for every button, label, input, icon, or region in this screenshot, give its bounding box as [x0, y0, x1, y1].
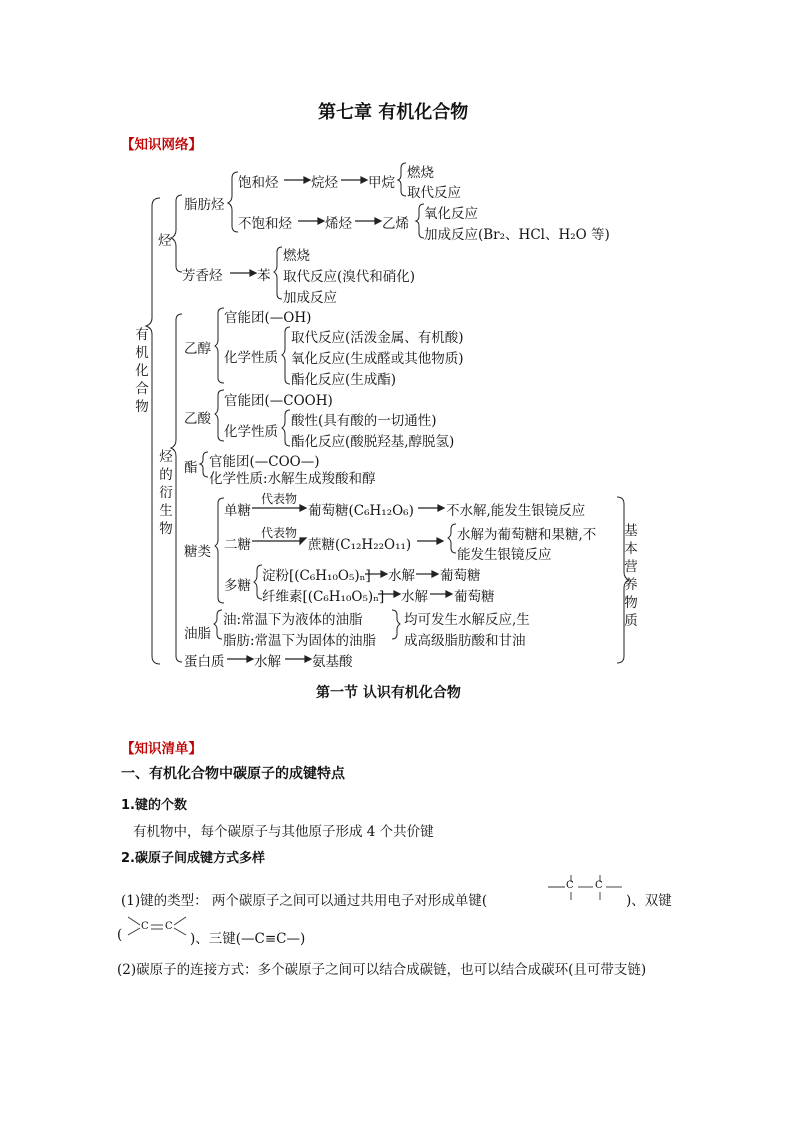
disaccharide-result: 能发生银镜反应	[457, 547, 552, 563]
aromatic-label: 芳香烃	[182, 268, 223, 284]
polysaccharide-label: 多糖	[224, 578, 251, 594]
ethanol-chem: 取代反应(活泼金属、有机酸)	[291, 330, 464, 346]
unsaturated-label: 不饱和烃	[238, 216, 292, 232]
amino-acid-label: 氨基酸	[312, 654, 353, 670]
ethylene-prop: 氧化反应	[424, 206, 478, 222]
representative-label: 代表物	[261, 526, 298, 540]
benzene-prop: 燃烧	[283, 248, 310, 264]
oil-line: 油:常温下为液体的油脂	[223, 612, 363, 628]
carbon-atom: C	[566, 880, 574, 891]
ethanol-label: 乙醇	[184, 341, 211, 357]
glucose-label: 葡萄糖	[440, 568, 481, 584]
acetic-chem-props-label: 化学性质	[224, 424, 278, 440]
heading-1: 一、有机化合物中碳原子的成键特点	[121, 766, 345, 782]
oil-fat-label: 油脂	[184, 626, 211, 642]
root-label: 有 机 化 合 物	[135, 327, 149, 415]
hydrolysis-label: 水解	[388, 568, 415, 584]
ester-chem: 化学性质:水解生成羧酸和醇	[209, 471, 376, 487]
carbon-atom: C	[141, 921, 149, 932]
monosaccharide-result: 不水解,能发生银镜反应	[446, 503, 586, 519]
derivatives-label: 烃 的 衍 生 物	[159, 449, 173, 537]
benzene-label: 苯	[257, 268, 271, 284]
paragraph-triple-bond: )、三键(—C≡C—)	[190, 931, 306, 947]
acetic-chem: 酸性(具有酸的一切通性)	[291, 413, 437, 429]
acetic-acid-label: 乙酸	[184, 411, 211, 427]
aliphatic-label: 脂肪烃	[184, 197, 225, 213]
fat-result: 成高级脂肪酸和甘油	[404, 633, 526, 649]
ethanol-chem: 氧化反应(生成醛或其他物质)	[291, 351, 464, 367]
methane-prop: 取代反应	[407, 185, 461, 201]
saturated-label: 饱和烃	[238, 175, 279, 191]
alkane-label: 烷烃	[311, 175, 338, 191]
heading-1-1: 1.键的个数	[121, 798, 187, 813]
ester-label: 酯	[184, 460, 198, 476]
methane-label: 甲烷	[368, 175, 395, 191]
hydrolysis-label: 水解	[254, 654, 281, 670]
ethanol-functional-group: 官能团(—OH)	[224, 310, 312, 326]
fat-line: 脂肪:常温下为固体的油脂	[223, 633, 377, 649]
benzene-prop: 加成反应	[283, 290, 337, 306]
fat-result: 均可发生水解反应,生	[404, 612, 530, 628]
glucose-label: 葡萄糖	[454, 589, 495, 605]
ethanol-chem: 酯化反应(生成酯)	[291, 372, 397, 388]
disaccharide-label: 二糖	[224, 537, 251, 553]
paragraph-connection-mode: (2)碳原子的连接方式：多个碳原子之间可以结合成碳链，也可以结合成碳环(且可带支链)	[117, 962, 647, 978]
carbon-atom: C	[595, 880, 603, 891]
disaccharide-result: 水解为葡萄糖和果糖,不	[457, 527, 597, 543]
ethylene-prop: 加成反应(Br₂、HCl、H₂O 等)	[424, 227, 610, 243]
acetic-functional-group: 官能团(—COOH)	[224, 393, 333, 409]
benzene-prop: 取代反应(溴代和硝化)	[283, 269, 416, 285]
carbon-atom: C	[165, 921, 173, 932]
alkene-label: 烯烃	[325, 216, 352, 232]
chapter-title: 第七章 有机化合物	[318, 102, 469, 123]
paragraph-bond-types-a: (1)键的类型： 两个碳原子之间可以通过共用电子对形成单键(	[121, 893, 488, 909]
paragraph-bond-types-b: )、双键	[626, 893, 672, 909]
nutrients-label: 基 本 营 养 物 质	[624, 523, 638, 629]
protein-label: 蛋白质	[184, 654, 225, 670]
ethylene-label: 乙烯	[382, 216, 409, 232]
ethanol-chem-props-label: 化学性质	[224, 350, 278, 366]
sugar-label: 糖类	[184, 544, 211, 560]
representative-label: 代表物	[261, 492, 298, 506]
heading-1-2: 2.碳原子间成键方式多样	[121, 851, 265, 866]
paragraph-double-open: (	[117, 927, 123, 943]
glucose-formula: 葡萄糖(C₆H₁₂O₆)	[308, 503, 414, 519]
methane-prop: 燃烧	[407, 165, 434, 181]
network-heading: 【知识网络】	[121, 137, 202, 153]
list-heading: 【知识清单】	[121, 741, 202, 757]
section-title: 第一节 认识有机化合物	[316, 685, 461, 701]
acetic-chem: 酯化反应(酸脱羟基,醇脱氢)	[291, 434, 455, 450]
paragraph-bond-count: 有机物中，每个碳原子与其他原子形成 4 个共价键	[133, 824, 434, 840]
sucrose-formula: 蔗糖(C₁₂H₂₂O₁₁)	[308, 537, 412, 553]
hydrocarbon-label: 烃	[158, 233, 172, 249]
monosaccharide-label: 单糖	[224, 503, 251, 519]
ester-functional-group: 官能团(—COO—)	[209, 454, 320, 470]
hydrolysis-label: 水解	[401, 589, 428, 605]
starch-formula: 淀粉[(C₆H₁₀O₅)ₙ]	[262, 568, 371, 584]
cellulose-formula: 纤维素[(C₆H₁₀O₅)ₙ]	[262, 589, 385, 605]
